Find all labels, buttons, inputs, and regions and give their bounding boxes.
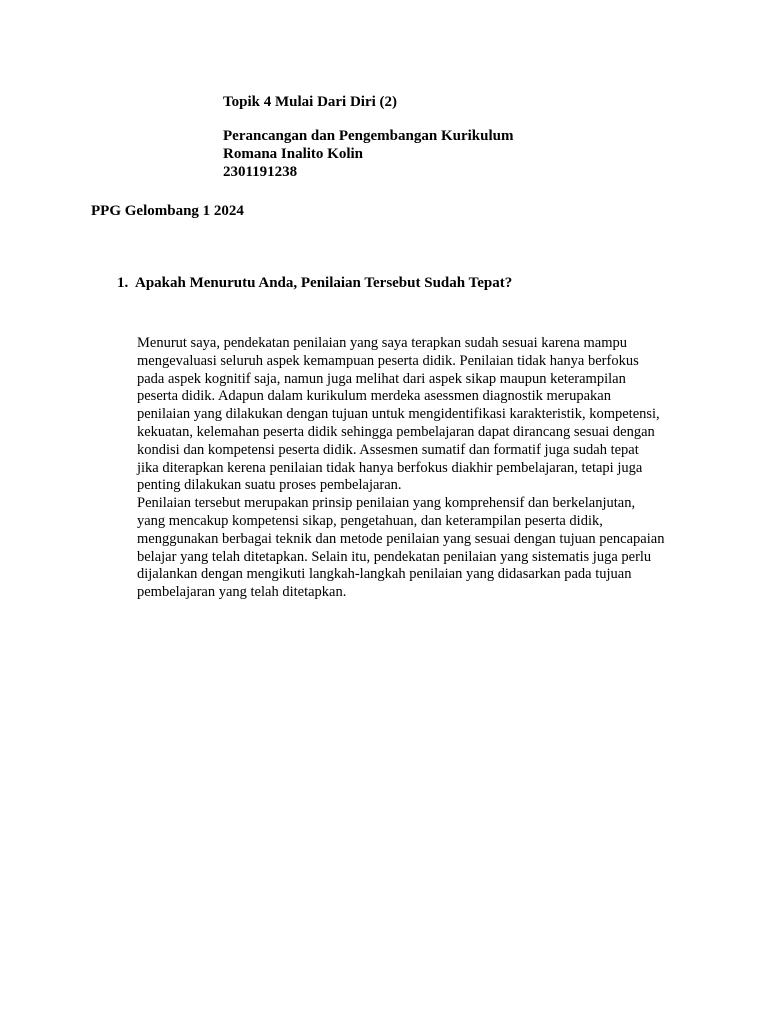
answer-line: belajar yang telah ditetapkan. Selain itu, pendekatan penilaian yang sistematis juga perlu [137,548,652,565]
question-heading [117,274,512,292]
answer-paragraph [137,335,697,602]
question-number: 1. [117,275,129,291]
answer-line: pembelajaran yang telah ditetapkan. [137,584,347,601]
course-name: Perancangan dan Pengembangan Kurikulum [223,128,514,144]
answer-line: mengevaluasi seluruh aspek kemampuan peserta didik. Penilaian tidak hanya berfokus [137,352,639,369]
answer-line: peserta didik. Adapun dalam kurikulum merdeka asessmen diagnostik merupakan [137,388,611,405]
answer-line: dijalankan dengan mengikuti langkah-langkah penilaian yang didasarkan pada tujuan [137,566,632,583]
document-header [223,93,513,181]
topic-title: Topik 4 Mulai Dari Diri (2) [223,94,398,110]
answer-line: Menurut saya, pendekatan penilaian yang saya terapkan sudah sesuai karena mampu [137,335,627,351]
program-label: PPG Gelombang 1 2024 [91,203,244,219]
answer-line: menggunakan berbagai teknik dan metode penilaian yang sesuai dengan tujuan pencapaian [137,530,665,547]
answer-line: penting dilakukan suatu proses pembelajaran. [137,477,402,494]
answer-line: pada aspek kognitif saja, namun juga melihat dari aspek sikap maupun keterampilan [137,370,626,387]
author-name: Romana Inalito Kolin [223,146,364,162]
answer-line: kekuatan, kelemahan peserta didik sehingga pembelajaran dapat dirancang sesuai dengan [137,423,655,440]
question-text: Apakah Menurutu Anda, Penilaian Tersebut Sudah Tepat? [135,275,513,291]
answer-line: Penilaian tersebut merupakan prinsip penilaian yang komprehensif dan berkelanjutan, [137,495,636,512]
answer-line: kondisi dan kompetensi peserta didik. Assesmen sumatif dan formatif juga sudah tepat [137,441,639,458]
student-id: 2301191238 [223,164,298,180]
answer-line: yang mencakup kompetensi sikap, pengetahuan, dan keterampilan peserta didik, [137,512,603,529]
header-spacer [223,111,513,127]
answer-line: penilaian yang dilakukan dengan tujuan untuk mengidentifikasi karakteristik, kompetensi, [137,406,660,423]
answer-line: jika diterapkan kerena penilaian tidak hanya berfokus diakhir pembelajaran, tetapi juga [137,459,643,476]
